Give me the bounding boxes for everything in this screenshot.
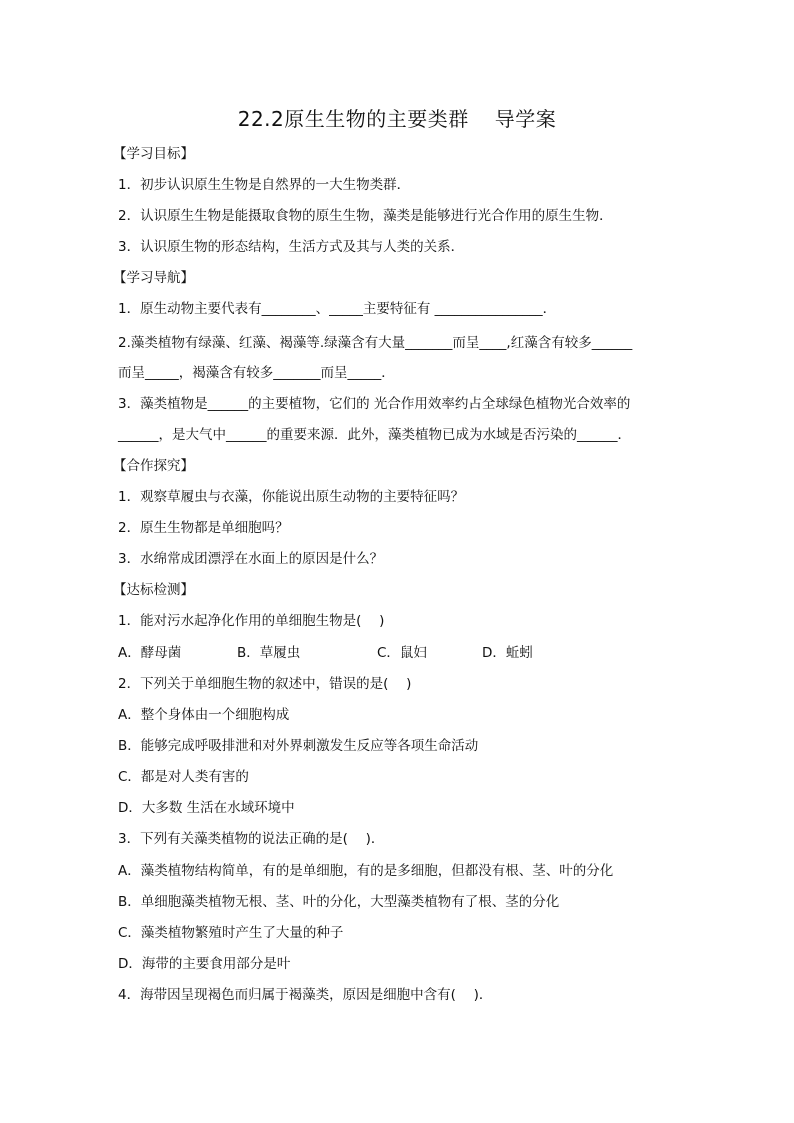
option-c: C．鼠妇 [377, 645, 427, 661]
question-2-option: B．能够完成呼吸排泄和对外界刺激发生反应等各项生命活动 [118, 738, 479, 754]
option-a: A．酵母菌 [118, 645, 182, 661]
section-heading-explore: 【合作探究】 [113, 458, 194, 474]
title-suffix: 导学案 [494, 107, 557, 131]
option-b: B．草履虫 [237, 645, 301, 661]
title-main: 22.2原生生物的主要类群 [237, 107, 469, 131]
option-d: D．蚯蚓 [482, 645, 533, 661]
section-heading-goals: 【学习目标】 [113, 146, 194, 162]
question-3-option: B．单细胞藻类植物无根、茎、叶的分化，大型藻类植物有了根、茎的分化 [118, 894, 560, 910]
explore-item: 1．观察草履虫与衣藻，你能说出原生动物的主要特征吗？ [118, 489, 465, 505]
section-heading-test: 【达标检测】 [113, 582, 194, 598]
question-2-option: A．整个身体由一个细胞构成 [118, 707, 290, 723]
question-3-option: C．藻类植物繁殖时产生了大量的种子 [118, 925, 344, 941]
question-1-options [118, 643, 698, 663]
goal-item: 3．认识原生物的形态结构，生活方式及其与人类的关系． [118, 239, 465, 255]
guide-item: 1．原生动物主要代表有________、_____主要特征有 ________________． [118, 301, 557, 317]
section-heading-guide: 【学习导航】 [113, 270, 194, 286]
goal-item: 1．初步认识原生生物是自然界的一大生物类群． [118, 177, 411, 193]
goal-item: 2．认识原生生物是能摄取食物的原生生物，藻类是能够进行光合作用的原生生物． [118, 208, 613, 224]
question-2: 2．下列关于单细胞生物的叙述中，错误的是( ) [118, 676, 412, 692]
guide-item-continued: ______，是大气中______的重要来源．此外，藻类植物已成为水域是否污染的______． [118, 427, 631, 443]
question-3-option: D．海带的主要食用部分是叶 [118, 956, 291, 972]
question-2-option: C．都是对人类有害的 [118, 769, 249, 785]
question-3: 3．下列有关藻类植物的说法正确的是( )． [118, 831, 385, 847]
question-4: 4．海带因呈现褐色而归属于褐藻类，原因是细胞中含有( )． [118, 987, 493, 1003]
guide-item: 2.藻类植物有绿藻、红藻、褐藻等.绿藻含有大量_______而呈____,红藻含有较多______ [118, 335, 633, 351]
page-title [0, 103, 794, 132]
explore-item: 2．原生生物都是单细胞吗？ [118, 520, 289, 536]
guide-item: 3．藻类植物是______的主要植物，它们的 光合作用效率约占全球绿色植物光合效率的 [118, 396, 631, 412]
guide-item-continued: 而呈_____，褐藻含有较多_______而呈_____． [118, 365, 395, 381]
question-1: 1．能对污水起净化作用的单细胞生物是( ) [118, 613, 385, 629]
question-3-option: A．藻类植物结构简单，有的是单细胞，有的是多细胞，但都没有根、茎、叶的分化 [118, 863, 614, 879]
question-2-option: D．大多数 生活在水域环境中 [118, 800, 295, 816]
explore-item: 3．水绵常成团漂浮在水面上的原因是什么？ [118, 551, 384, 567]
